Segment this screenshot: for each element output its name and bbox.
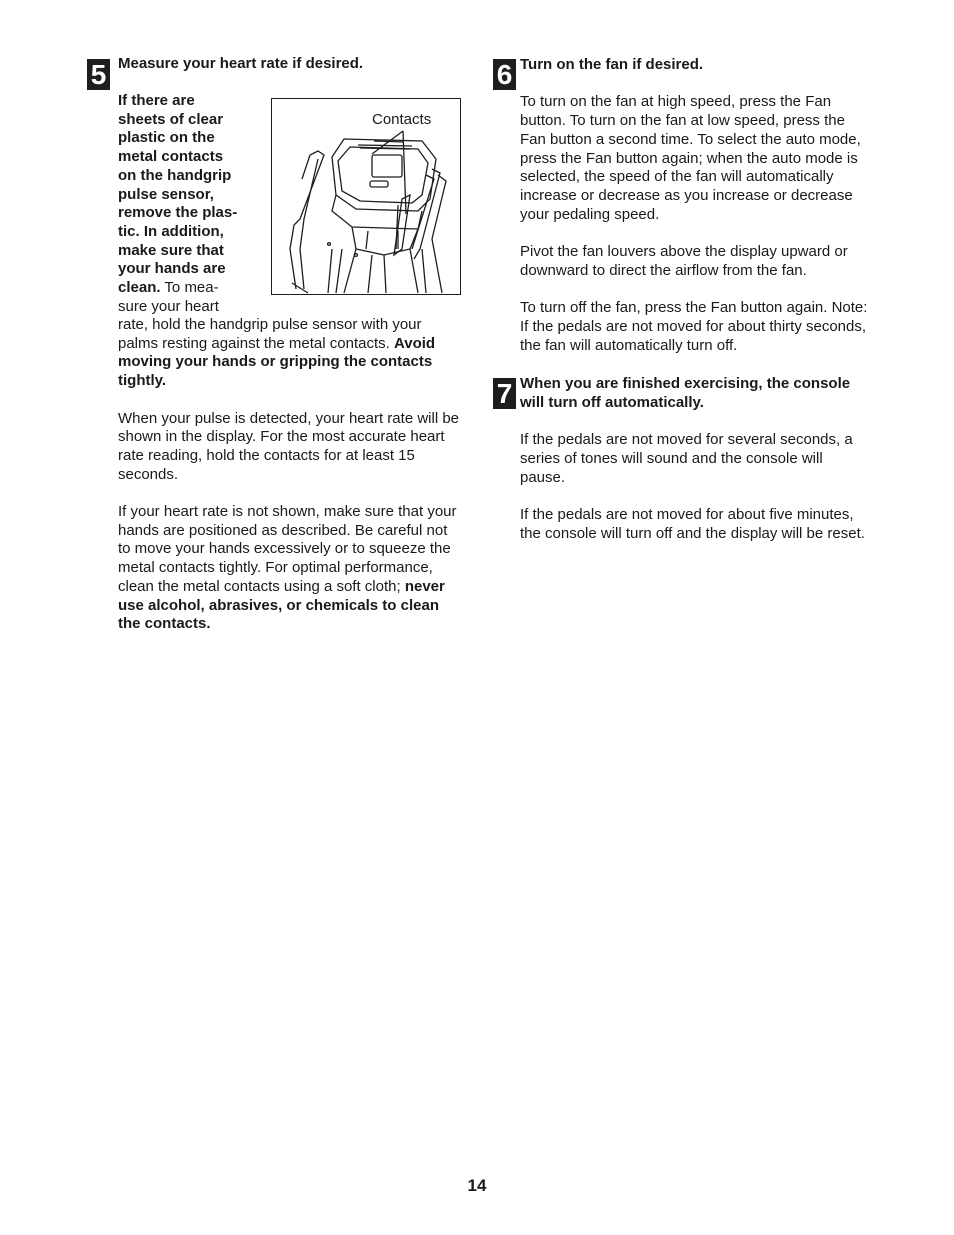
step-5-wrap-last: clean. To mea- [118, 279, 219, 297]
step-5-wrap-tail: sure your heart [118, 297, 219, 315]
step-6-paragraph-1: To turn on the fan at high speed, press the Fan button. To turn on the fan at low speed, press the Fan button a second time. To select the auto mode, press the Fan button again; when the auto mode is selected, the speed of the fan will automatically increase or decrease as you increase or decrease your pedaling speed. [520, 93, 861, 223]
step-7-heading: When you are finished exercising, the console will turn off automatically. [520, 375, 851, 411]
step-5-wrap-line: remove the plas- [118, 204, 238, 222]
console-contacts-figure [271, 98, 461, 295]
step-5-wrap-text [118, 92, 268, 316]
step-6-paragraph-3: To turn off the fan, press the Fan button again. Note: If the pedals are not moved for about thirty seconds, the fan will automatically turn off. [520, 299, 868, 354]
step-7-column [520, 375, 870, 543]
step-5-paragraph-1: rate, hold the handgrip pulse sensor with your palms resting against the metal contacts. Avoid moving your hands or gripping the contacts tightly. [118, 316, 436, 390]
step-5-wrap-line: If there are [118, 92, 195, 109]
step-5-wrap-line: metal contacts [118, 148, 224, 166]
step-7-paragraph-2: If the pedals are not moved for about five minutes, the console will turn off and the display will be reset. [520, 505, 865, 542]
step-5-wrap-line: tic. In addition, [118, 222, 224, 240]
step-5-wrap-line: pulse sensor, [118, 185, 214, 203]
step-5-body [118, 316, 463, 634]
step-6-number: 6 [493, 59, 516, 90]
step-5-wrap-line: plastic on the [118, 129, 215, 147]
step-6-paragraph-2: Pivot the fan louvers above the display upward or downward to direct the airflow from the fan. [520, 243, 848, 279]
page-number: 14 [467, 1176, 487, 1195]
step-5-heading: Measure your heart rate if desired. [118, 55, 364, 72]
step-5-wrap-bold [118, 92, 268, 279]
step-5-column [118, 55, 463, 74]
step-7-paragraph-1: If the pedals are not moved for several seconds, a series of tones will sound and the console will pause. [520, 431, 853, 486]
step-5-number: 5 [87, 59, 110, 90]
step-7-number: 7 [493, 378, 516, 409]
step-5-paragraph-3: If your heart rate is not shown, make sure that your hands are positioned as described. Be careful not to move your hands excessively or to squeeze the metal contacts tightly. For optimal performance, clean the metal contacts using a soft cloth; never use alcohol, abrasives, or chemicals to clean the contacts. [118, 503, 457, 633]
step-5-wrap-line: on the handgrip [118, 166, 232, 184]
step-5-paragraph-2: When your pulse is detected, your heart rate will be shown in the display. For the most accurate heart rate reading, hold the contacts for at least 15 seconds. [118, 409, 460, 483]
step-5-wrap-line: sheets of clear [118, 110, 224, 128]
elliptical-console-illustration [272, 99, 460, 294]
contacts-label: Contacts [372, 111, 432, 128]
step-5-wrap-line: make sure that [118, 241, 224, 259]
step-5-wrap-line: your hands are [118, 260, 226, 278]
step-6-heading: Turn on the fan if desired. [520, 56, 704, 73]
step-6-column [520, 56, 870, 355]
